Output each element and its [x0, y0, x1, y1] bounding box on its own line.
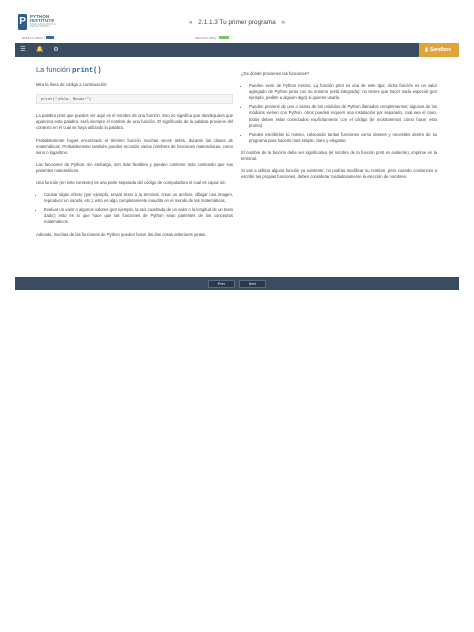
paragraph-5: Además, muchas de las funciones de Python pueden hacer las dos cosas anteriores juntas.	[36, 231, 207, 237]
module-progress-bar	[46, 36, 54, 39]
paragraph-3: Las funciones de Python, sin embargo, son más flexibles y pueden contener más contenido que sus parientes matemáticos.	[36, 161, 233, 173]
next-section-arrow[interactable]: »	[281, 19, 286, 26]
menu-icon[interactable]: ☰	[20, 47, 26, 53]
list-item: • Causar algún efecto (por ejemplo, enviar texto a la terminal, crear un archivo, dibujar una imagen, reproducir un sonido, etc.); esto es algo completamente inaudito en el mundo de las matemáticas.	[44, 192, 233, 204]
list-item: • Pueden venir de Python mismo. La función print es una de este tipo; dicha función es un valor agregado de Python junto con su entorno (está integrada); no tienes que hacer nada especial (por ejemplo, pedirle a alguien algo) si quieres usarla.	[249, 83, 437, 101]
breadcrumb	[0, 18, 474, 27]
code-sample: print("¡Hola, Mundo!")	[36, 94, 233, 104]
origins-list	[241, 83, 437, 144]
top-bar	[0, 0, 474, 44]
paragraph-4: Una función (en este contexto) es una parte separada del código de computadora el cual es capaz de:	[36, 179, 226, 185]
section-progress-bar	[219, 36, 229, 39]
bell-icon[interactable]: 🔔	[36, 47, 44, 53]
breadcrumb-title: 2.1.1.3 Tu primer programa	[198, 19, 276, 26]
naming-paragraph-1: El nombre de la función debe ser significativo (el nombre de la función print es evidente), imprime en la terminal.	[241, 149, 437, 162]
title-code: print()	[72, 67, 102, 75]
logo-line-2: INSTITUTE	[30, 18, 55, 24]
sandbox-label: Sandbox	[429, 47, 451, 53]
section-progress	[195, 36, 229, 40]
left-column	[36, 65, 233, 244]
sandbox-button[interactable]	[419, 43, 459, 57]
prev-section-arrow[interactable]: «	[188, 19, 193, 26]
section-progress-label: SECCIÓN (33%)	[195, 35, 216, 40]
prev-button[interactable]: Prev	[208, 280, 235, 288]
question-heading: ¿De dónde provienen las funciones?	[241, 71, 310, 76]
progress-row	[0, 34, 474, 40]
logo-line-3: OPEN EDUCATION & DEVELOPMENT	[30, 22, 56, 29]
toolbar	[15, 43, 459, 57]
intro-text: Mira la línea de código a continuación:	[36, 82, 108, 88]
list-item: • Puedes escribirlas tú mismo, colocando tantas funciones como desees y necesites dentro de su programa para hacerlo más simple, claro y elegante.	[249, 132, 437, 144]
bottom-navigation	[15, 277, 459, 290]
capabilities-list	[36, 192, 233, 225]
lesson-content	[15, 57, 459, 277]
paragraph-1: La palabra print que puedes ver aquí es el nombre de una función. Eso no significa que dondequiera que aparezca esta palabra, será siempre el nombre de una función. El significado de la palabra proviene del contexto en el cual se haya utilizado la palabra.	[36, 113, 233, 131]
page-title: La función print()	[36, 65, 102, 75]
logo-mark-icon: P	[18, 14, 27, 30]
paragraph-2: Probablemente hayas encontrado el término función muchas veces antes, durante las clases de matemáticas. Probablemente también puedes recordar varios nombres de funciones matemáticas, como seno o logaritmo.	[36, 137, 233, 155]
module-progress	[22, 36, 54, 40]
logo-line-1: PYTHON	[30, 13, 50, 19]
right-column	[241, 71, 437, 186]
list-item: • Evaluar un valor o algunos valores (por ejemplo, la raíz cuadrada de un valor o la longitud de un texto dado); esto es lo que hace que las funciones de Python sean parientes de los conceptos matemáticos.	[44, 207, 233, 225]
list-item: • Pueden provenir de uno o varios de los módulos de Python llamados complementos; algunos de los módulos vienen con Python, otros pueden requerir una instalación por separado, cual sea el caso, todos deben estar conectados explícitamente con el código (te mostraremos cómo hacer esto pronto).	[249, 104, 437, 128]
naming-paragraph-2: Si vas a utilizar alguna función ya existente, no podrás modificar su nombre, pero cuando comiences a escribir tus propias funciones, debes considerar cuidadosamente la elección de nombres.	[241, 168, 437, 180]
module-progress-label: MÓDULO (35%)	[22, 35, 43, 40]
sandbox-icon: ▮	[425, 47, 428, 53]
next-button[interactable]: Next	[239, 280, 266, 288]
gear-icon[interactable]: ⚙	[53, 47, 59, 53]
